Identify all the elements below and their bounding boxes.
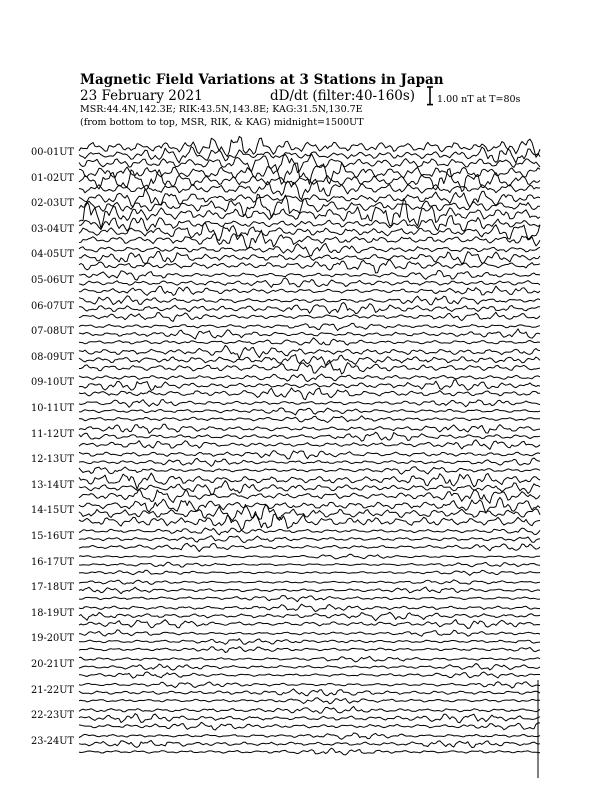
station-order-note: (from bottom to top, MSR, RIK, & KAG) midnight=1500UT (80, 117, 364, 128)
trace-rik-18-19UT (79, 612, 540, 620)
trace-kag-06-07UT (79, 296, 540, 305)
trace-kag-16-17UT (79, 554, 540, 559)
trace-rik-19-20UT (79, 639, 540, 645)
trace-kag-22-23UT (79, 706, 540, 713)
trace-msr-12-13UT (79, 467, 540, 474)
hour-label: 07-08UT (31, 326, 75, 338)
hour-label: 06-07UT (31, 300, 75, 312)
hour-label: 15-16UT (31, 531, 75, 542)
hour-label: 13-14UT (31, 479, 75, 491)
trace-rik-17-18UT (79, 587, 540, 594)
hour-label: 23-24UT (31, 735, 75, 747)
trace-msr-19-20UT (79, 647, 540, 653)
hour-label: 08-09UT (31, 351, 75, 363)
trace-msr-20-21UT (79, 672, 540, 678)
chart-title: Magnetic Field Variations at 3 Stations in Japan (80, 72, 444, 88)
hour-label: 12-13UT (31, 454, 75, 466)
trace-rik-07-08UT (79, 329, 540, 339)
hour-label: 18-19UT (31, 607, 75, 619)
trace-msr-05-06UT (79, 286, 540, 295)
scale-bar (427, 87, 433, 105)
trace-rik-10-11UT (79, 408, 540, 415)
trace-rik-08-09UT (79, 355, 540, 366)
hour-label: 05-06UT (31, 275, 75, 286)
trace-msr-17-18UT (79, 596, 540, 602)
trace-kag-02-03UT (79, 189, 540, 207)
trace-msr-09-10UT (79, 388, 540, 400)
trace-msr-07-08UT (79, 338, 540, 345)
trace-rik-12-13UT (79, 458, 540, 466)
trace-kag-23-24UT (79, 733, 540, 739)
hour-label: 21-22UT (31, 684, 75, 696)
trace-msr-21-22UT (79, 698, 540, 704)
hour-label: 14-15UT (31, 505, 75, 517)
hour-label: 22-23UT (31, 710, 75, 722)
trace-rik-16-17UT (79, 562, 540, 567)
hour-label: 02-03UT (31, 198, 75, 210)
hour-label: 09-10UT (31, 377, 75, 389)
trace-kag-18-19UT (79, 604, 540, 612)
scale-bar-label: 1.00 nT at T=80s (437, 94, 521, 105)
trace-rik-06-07UT (79, 303, 540, 314)
hour-label: 19-20UT (31, 633, 75, 645)
trace-rik-21-22UT (79, 689, 540, 696)
trace-kag-07-08UT (79, 323, 540, 330)
trace-rik-20-21UT (79, 664, 540, 671)
trace-kag-01-02UT (79, 163, 540, 184)
trace-kag-17-18UT (79, 580, 540, 585)
trace-group (79, 136, 540, 778)
hour-label: 20-21UT (31, 659, 75, 670)
trace-kag-12-13UT (79, 451, 540, 459)
trace-kag-11-12UT (79, 424, 540, 433)
trace-kag-10-11UT (79, 400, 540, 408)
trace-rik-23-24UT (79, 741, 540, 748)
trace-kag-05-06UT (79, 271, 540, 281)
chart-date: 23 February 2021 (80, 88, 203, 104)
station-coordinates: MSR:44.4N,142.3E; RIK:43.5N,143.8E; KAG:31.5N,130.7E (80, 104, 363, 115)
trace-kag-15-16UT (79, 528, 540, 535)
trace-kag-21-22UT (79, 682, 540, 688)
hour-label: 04-05UT (31, 249, 75, 261)
hour-label: 17-18UT (31, 582, 75, 594)
hour-label: 00-01UT (31, 147, 75, 158)
trace-msr-15-16UT (79, 543, 540, 551)
trace-rik-15-16UT (79, 536, 540, 543)
hour-label: 16-17UT (31, 556, 75, 568)
trace-kag-19-20UT (79, 630, 540, 636)
trace-rik-05-06UT (79, 278, 540, 288)
trace-rik-22-23UT (79, 714, 540, 723)
trace-msr-02-03UT (79, 199, 540, 229)
component-filter: dD/dt (filter:40-160s) (270, 88, 416, 104)
hour-label: 01-02UT (31, 172, 75, 184)
trace-rik-01-02UT (79, 169, 540, 192)
trace-msr-10-11UT (79, 416, 540, 423)
trace-msr-22-23UT (79, 722, 540, 730)
trace-msr-11-12UT (79, 440, 540, 450)
trace-rik-13-14UT (79, 481, 540, 495)
trace-kag-03-04UT (79, 216, 540, 232)
trace-msr-18-19UT (79, 620, 540, 629)
hour-label: 11-12UT (31, 428, 75, 440)
trace-rik-03-04UT (79, 223, 540, 241)
hour-label: 03-04UT (31, 223, 75, 235)
trace-rik-09-10UT (79, 380, 540, 391)
trace-msr-16-17UT (79, 570, 540, 575)
trace-rik-04-05UT (79, 251, 540, 264)
trace-kag-20-21UT (79, 656, 540, 662)
trace-kag-08-09UT (79, 345, 540, 358)
trace-rik-14-15UT (79, 505, 540, 523)
trace-kag-14-15UT (79, 497, 540, 513)
trace-rik-11-12UT (79, 432, 540, 441)
trace-msr-23-24UT (79, 748, 540, 755)
trace-kag-09-10UT (79, 374, 540, 382)
hour-label: 10-11UT (31, 403, 75, 414)
